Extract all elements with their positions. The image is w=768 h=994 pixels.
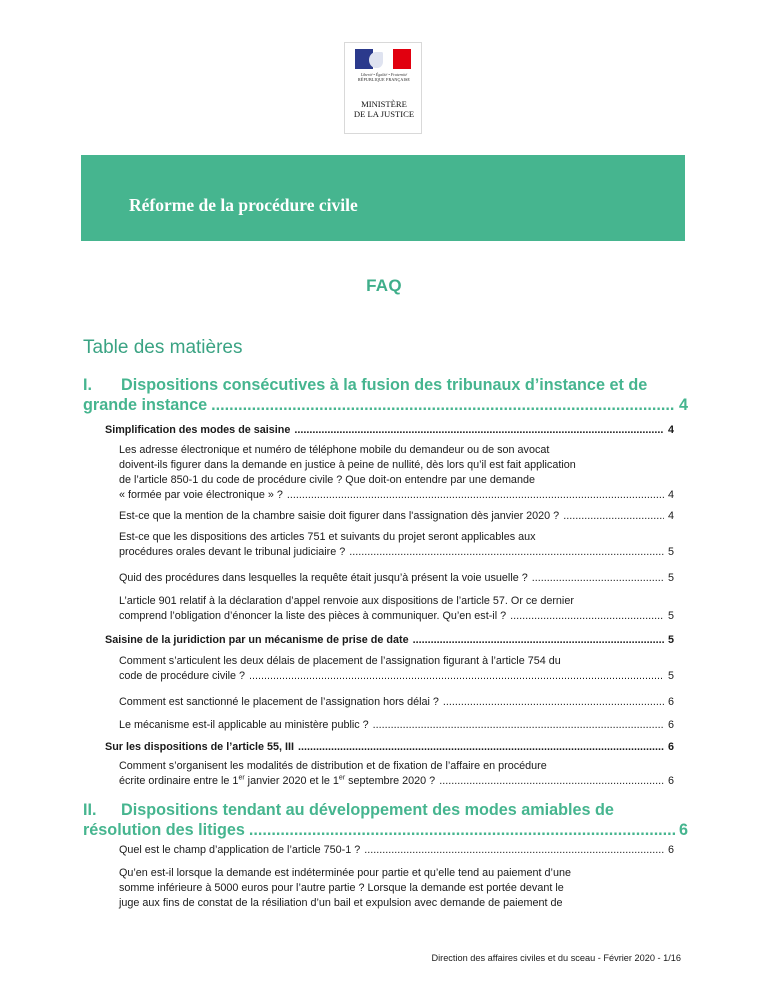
toc-section-2[interactable]: II. Dispositions tendant au développement des modes amiables de résolution des litiges ..... 6 [83, 800, 688, 840]
logo-republique: RÉPUBLIQUE FRANÇAISE [357, 77, 411, 82]
toc-entry-2[interactable]: Est-ce que la mention de la chambre saisie doit figurer dans l'assignation dès janvier 2020 ? ..... 4 [119, 509, 674, 524]
logo-ministry-name: MINISTÈRE DE LA JUSTICE [353, 99, 415, 119]
toc-entry-4[interactable]: Quid des procédures dans lesquelles la requête était jusqu’à présent la voie usuelle ? ..... 5 [119, 571, 674, 586]
marianne-flag-icon [355, 49, 411, 69]
toc-subsection-2[interactable]: Saisine de la juridiction par un mécanisme de prise de date ..... 5 [105, 633, 674, 647]
toc-entry-7[interactable]: Comment est sanctionné le placement de l’assignation hors délai ? ..... 6 [119, 695, 674, 710]
toc-subsection-1[interactable]: Simplification des modes de saisine ..... 4 [105, 423, 674, 437]
ministry-logo [344, 42, 422, 134]
toc-entry-8[interactable]: Le mécanisme est-il applicable au ministère public ? ..... 6 [119, 718, 674, 733]
title-banner [81, 155, 685, 241]
toc-subsection-3[interactable]: Sur les dispositions de l’article 55, III ..... 6 [105, 740, 674, 754]
toc-heading: Table des matières [83, 337, 243, 358]
toc-entry-3[interactable]: Est-ce que les dispositions des articles 751 et suivants du projet seront applicables aux procédures orales devant le tribunal judiciaire ? ..... 5 [119, 530, 674, 560]
toc-entry-6[interactable]: Comment s’articulent les deux délais de placement de l’assignation figurant à l’article 754 du code de procédure civile ? ..... 5 [119, 654, 674, 684]
toc-entry-5[interactable]: L’article 901 relatif à la déclaration d’appel renvoie aux dispositions de l’article 57. Or ce dernier comprend l’obligation d’énoncer la liste des pièces à communiquer. Qu’en est-il ? ..... 5 [119, 594, 674, 624]
toc-entry-1[interactable]: Les adresse électronique et numéro de téléphone mobile du demandeur ou de son avocat doivent-ils figurer dans la demande en justice à peine de nullité, dès lors qu’il est fait application de l’article 850-1 du code de procédure civile ? Que doit-on entendre par une demande « formée par voie électronique » ? ..... 4 [119, 443, 674, 503]
toc-entry-10[interactable]: Quel est le champ d’application de l’article 750-1 ? ..... 6 [119, 843, 674, 858]
document-title: Réforme de la procédure civile [129, 195, 358, 215]
logo-motto: Liberté • Égalité • Fraternité [360, 72, 408, 77]
faq-heading: FAQ [366, 276, 402, 295]
toc-entry-11[interactable]: Qu’en est-il lorsque la demande est indéterminée pour partie et qu’elle tend au paiement d’une somme inférieure à 5000 euros pour l’autre partie ? Lorsque la demande est portée devant le juge aux fins de constat de la résiliation d’un bail et expulsion avec demande de paiement de [119, 867, 571, 909]
toc-section-1[interactable]: I. Dispositions consécutives à la fusion des tribunaux d’instance et de grande instance ..... 4 [83, 375, 688, 415]
page-footer: Direction des affaires civiles et du sceau - Février 2020 - 1/16 [431, 953, 681, 963]
toc-entry-9[interactable]: Comment s’organisent les modalités de distribution et de fixation de l’affaire en procédure écrite ordinaire entre le 1er janvier 2020 et le 1er septembre 2020 ? ..... 6 [119, 759, 674, 789]
